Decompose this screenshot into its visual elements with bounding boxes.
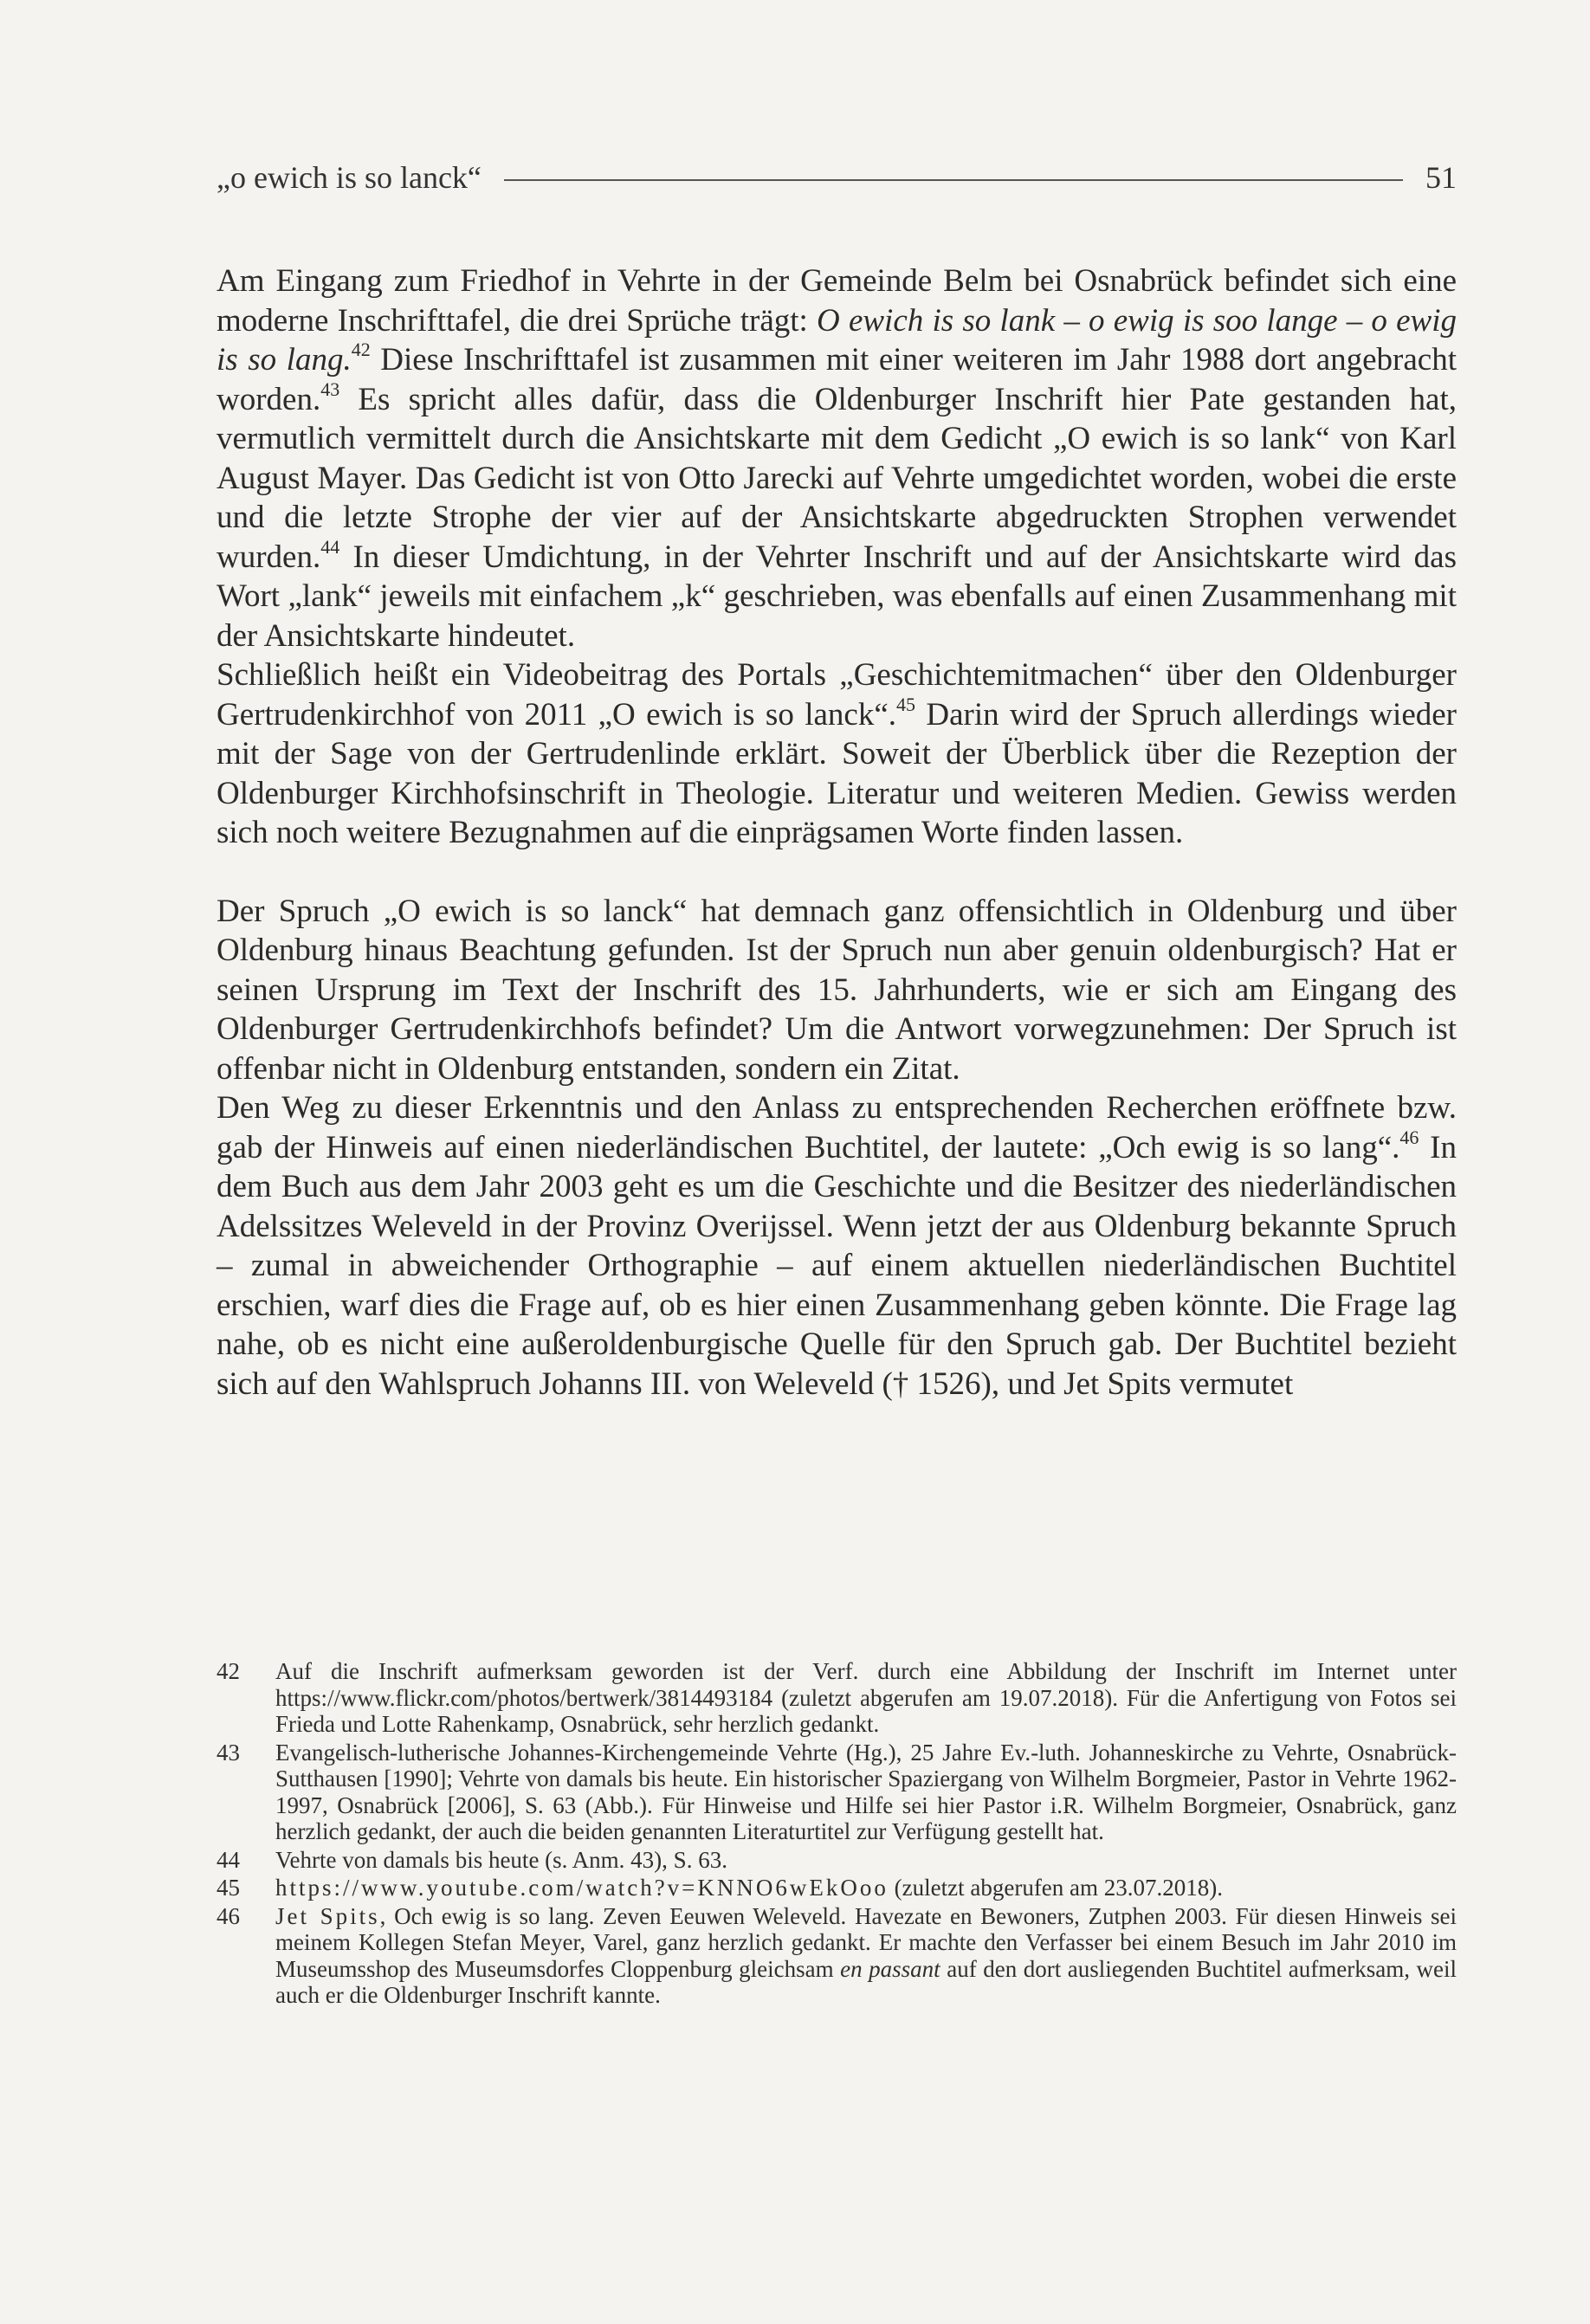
footnote — [217, 1658, 1457, 1738]
footnote — [217, 1740, 1457, 1845]
running-header — [217, 159, 1457, 196]
text-run: In dieser Umdichtung, in der Vehrter Inschrift und auf der Ansichtskarte wird das Wort „lank“ jeweils mit einfachem „k“ geschrieben, was ebenfalls auf einen Zusammenhang mit der Ansichtskarte hindeutet. — [217, 539, 1457, 654]
main-text — [217, 261, 1457, 1404]
footnote-ref-42: 42 — [351, 339, 371, 360]
footnote — [217, 1847, 1457, 1874]
footnote-text — [275, 1875, 1457, 1901]
footnote-number: 46 — [217, 1902, 240, 1929]
paragraph-4 — [217, 1088, 1457, 1404]
text-run: , Och ewig is so lang. Zeven Eeuwen Weleveld. Havezate en Bewoners, Zutphen 2003. Für diesen Hinweis sei meinem Kollegen Stefan Meyer, Varel, ganz herzlich gedankt. Er machte den Verfasser bei einem Besuch im Jahr 2010 im Museumsshop des Museumsdorfes Cloppenburg gleichsam — [275, 1902, 1457, 1982]
paragraph-3 — [217, 892, 1457, 1089]
footnote-ref-44: 44 — [320, 535, 340, 558]
paragraph-2 — [217, 655, 1457, 853]
italic-quote: O ewich is so lank – o ewig is soo lange – o ewig is so lang. — [217, 302, 1457, 378]
text-run: (zuletzt abgerufen am 23.07.2018). — [888, 1875, 1224, 1901]
text-run: Diese Inschrifttafel ist zusammen mit einer weiteren im Jahr 1988 dort angebracht worden. — [217, 342, 1457, 417]
footnote-url[interactable]: https://www.youtube.com/watch?v=KNNO6wEkOoo — [275, 1875, 889, 1901]
text-run: Schließlich heißt ein Videobeitrag des Portals „Geschichtemitmachen“ über den Oldenburger Gertrudenkirchhof von 2011 „O ewich is so lanck“. — [217, 657, 1457, 733]
footnote-ref-43: 43 — [320, 378, 340, 400]
text-run: Der Spruch „O ewich is so lanck“ hat demnach ganz offensichtlich in Oldenburg und über Oldenburg hinaus Beachtung gefunden. Ist der Spruch nun aber genuin oldenburgisch? Hat er seinen Ursprung im Text der Inschrift des 15. Jahrhunderts, wie er sich am Eingang des Oldenburger Gertrudenkirchhofs befindet? Um die Antwort vorwegzunehmen: Der Spruch ist offenbar nicht in Oldenburg entstanden, sondern ein Zitat. — [217, 893, 1457, 1087]
footnote-text: Vehrte von damals bis heute (s. Anm. 43), S. 63. — [275, 1846, 727, 1873]
footnote-number: 45 — [217, 1875, 240, 1901]
footnote-number: 44 — [217, 1846, 240, 1873]
footnote-author: Jet Spits — [275, 1902, 380, 1929]
footnote-number: 42 — [217, 1658, 240, 1684]
text-run: Darin wird der Spruch allerdings wieder mit der Sage von der Gertrudenlinde erklärt. Soweit der Überblick über die Rezeption der Oldenburger Kirchhofsinschrift in Theologie. Literatur und weiteren Medien. Gewiss werden sich noch weitere Bezugnahmen auf die einprägsamen Worte finden lassen. — [217, 696, 1457, 850]
footnote-text — [275, 1903, 1457, 2009]
running-title: „o ewich is so lanck“ — [217, 160, 482, 195]
italic-phrase: en passant — [840, 1955, 940, 1982]
paragraph-1 — [217, 261, 1457, 655]
page-number: 51 — [1425, 160, 1457, 195]
footnote — [217, 1903, 1457, 2009]
footnote-ref-45: 45 — [896, 693, 915, 715]
text-run: Am Eingang zum Friedhof in Vehrte in der Gemeinde Belm bei Osnabrück befindet sich eine moderne Inschrifttafel, die drei Sprüche trägt: — [217, 263, 1457, 339]
footnote-ref-46: 46 — [1399, 1126, 1419, 1148]
text-run: Es spricht alles dafür, dass die Oldenburger Inschrift hier Pate gestanden hat, vermutlich vermittelt durch die Ansichtskarte mit dem Gedicht „O ewich is so lank“ von Karl August Mayer. Das Gedicht ist von Otto Jarecki auf Vehrte umgedichtet worden, wobei die erste und die letzte Strophe der vier auf der Ansichtskarte abgedruckten Strophen verwendet wurden. — [217, 381, 1457, 575]
header-rule — [504, 179, 1403, 181]
text-run: In dem Buch aus dem Jahr 2003 geht es um die Geschichte und die Besitzer des niederländischen Adelssitzes Weleveld in der Provinz Overijssel. Wenn jetzt der aus Oldenburg bekannte Spruch – zumal in abweichender Orthographie – auf einem aktuellen niederländischen Buchtitel erschien, warf dies die Frage auf, ob es hier einen Zusammenhang geben könnte. Die Frage lag nahe, ob es nicht eine außeroldenburgische Quelle für den Spruch gab. Der Buchtitel bezieht sich auf den Wahlspruch Johanns III. von Weleveld († 1526), und Jet Spits vermutet — [217, 1129, 1457, 1402]
text-run: auf den dort ausliegenden Buchtitel aufmerksam, weil auch er die Oldenburger Inschrift kannte. — [275, 1955, 1458, 2008]
footnote-text: Evangelisch-lutherische Johannes-Kirchengemeinde Vehrte (Hg.), 25 Jahre Ev.-luth. Johanneskirche zu Vehrte, Osnabrück-Sutthausen [1990]; Vehrte von damals bis heute. Ein historischer Spaziergang von Wilhelm Borgmeier, Pastor in Vehrte 1962-1997, Osnabrück [2006], S. 63 (Abb.). Für Hinweise und Hilfe sei hier Pastor i.R. Wilhelm Borgmeier, Osnabrück, ganz herzlich gedankt, der auch die beiden genannten Literaturtitel zur Verfügung gestellt hat. — [275, 1739, 1457, 1844]
footnotes — [217, 1658, 1457, 2011]
text-run: Den Weg zu dieser Erkenntnis und den Anlass zu entsprechenden Recherchen eröffnete bzw. gab der Hinweis auf einen niederländischen Buchtitel, der lautete: „Och ewig is so lang“. — [217, 1090, 1457, 1165]
footnote-number: 43 — [217, 1739, 240, 1766]
footnote-text: Auf die Inschrift aufmerksam geworden ist der Verf. durch eine Abbildung der Inschrift im Internet unter https://www.flickr.com/photos/bertwerk/3814493184 (zuletzt abgerufen am 19.07.2018). Für die Anfertigung von Fotos sei Frieda und Lotte Rahenkamp, Osnabrück, sehr herzlich gedankt. — [275, 1658, 1457, 1737]
footnote — [217, 1875, 1457, 1901]
